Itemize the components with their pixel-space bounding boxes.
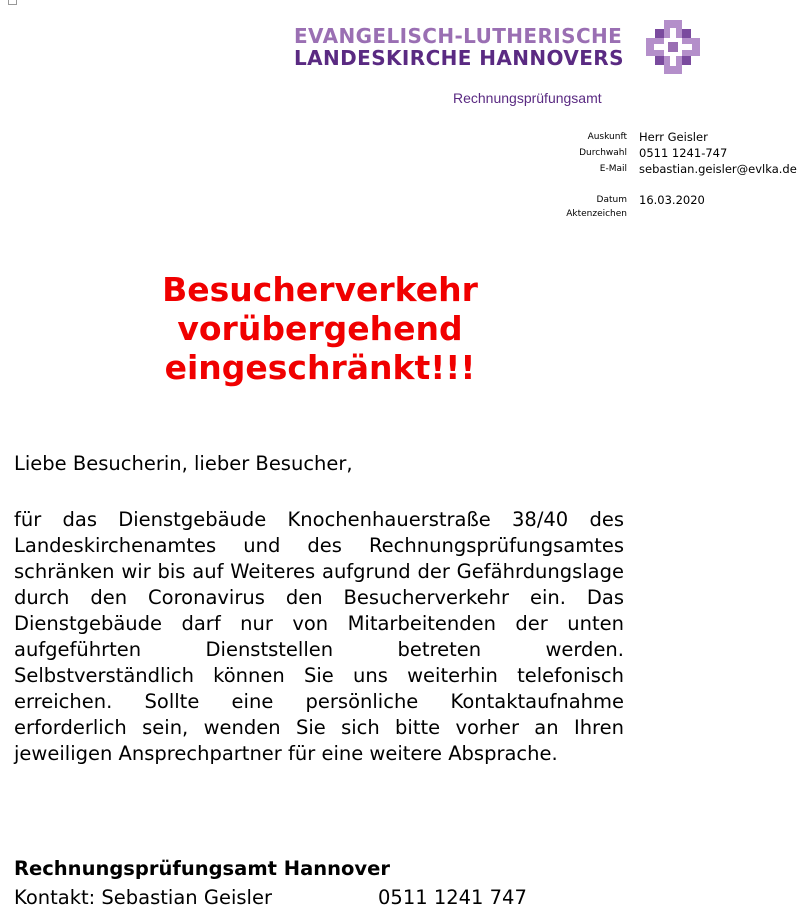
page-corner-mark <box>8 0 17 5</box>
notice-headline <box>120 270 520 387</box>
email-label: E-Mail <box>599 164 627 174</box>
datum-label: Datum <box>596 195 627 205</box>
headline-line1: Besucherverkehr <box>162 270 478 309</box>
durchwahl-value: 0511 1241-747 <box>639 146 728 160</box>
auskunft-label: Auskunft <box>587 132 627 142</box>
footer-phone-number[interactable]: 0511 1241 747 <box>378 886 527 909</box>
logo-text-line1: EVANGELISCH-LUTHERISCHE <box>294 24 623 48</box>
footer-contact-person: Kontakt: Sebastian Geisler <box>14 886 272 909</box>
headline-line3: eingeschränkt!!! <box>164 348 476 387</box>
email-value[interactable]: sebastian.geisler@evlka.de <box>639 162 797 176</box>
aktenzeichen-label: Aktenzeichen <box>566 209 627 219</box>
logo-text-line2: LANDESKIRCHE HANNOVERS <box>294 46 624 70</box>
footer-office-title: Rechnungsprüfungsamt Hannover <box>14 857 390 880</box>
letter-greeting: Liebe Besucherin, lieber Besucher, <box>14 452 353 475</box>
letter-body: für das Dienstgebäude Knochenhauerstraße 38/40 des Landeskirchenamtes und des Rechnungsprüfungsamtes schränken wir bis auf Weiteres aufgrund der Gefährdungslage durch den Coronavirus den Besucherverkehr ein. Das Dienstgebäude darf nur von Mitarbeitenden der unten aufgeführten Dienststellen betreten werden. Selbstverständlich können Sie uns weiterhin telefonisch erreichen. Sollte eine persönliche Kontaktaufnahme erforderlich sein, wenden Sie sich bitte vorher an Ihren jeweiligen Ansprechpartner für eine weitere Absprache. <box>14 508 624 765</box>
durchwahl-label: Durchwahl <box>579 148 627 158</box>
datum-value: 16.03.2020 <box>639 193 705 207</box>
headline-line2: vorübergehend <box>177 309 463 348</box>
department-name: Rechnungsprüfungsamt <box>453 90 602 106</box>
church-cross-logo-icon <box>646 20 700 74</box>
auskunft-value: Herr Geisler <box>639 130 708 144</box>
